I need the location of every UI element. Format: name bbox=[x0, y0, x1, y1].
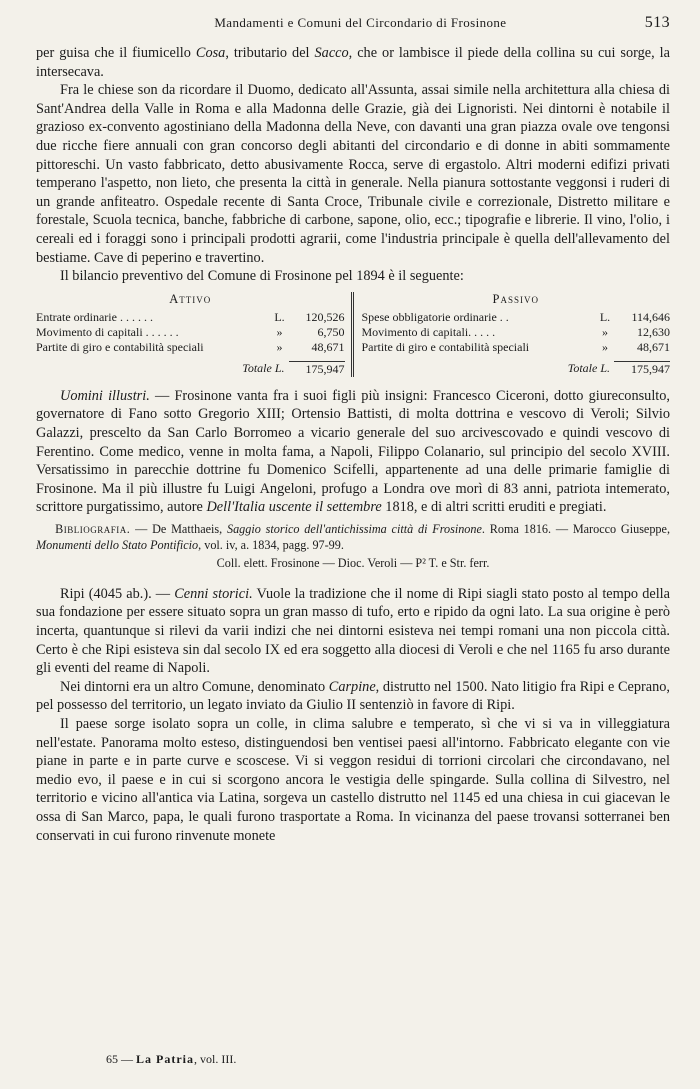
paragraph-ripi-carpine bbox=[36, 678, 670, 715]
paragraph-uomini-illustri bbox=[36, 387, 670, 517]
row-currency: » bbox=[276, 339, 283, 354]
budget-total-row bbox=[36, 361, 345, 377]
signature-number: 65 bbox=[106, 1052, 118, 1066]
ripi-text: , distrutto nel 1500. Nato litigio fra Ripi e Ceprano, pel possesso del territorio, un legato inviato da Giulio II sentenziò in favore di Ripi. bbox=[36, 678, 670, 714]
row-label: Entrate ordinarie . . . . . . bbox=[36, 309, 153, 324]
running-head bbox=[36, 14, 670, 32]
carpine-name: Carpine bbox=[328, 678, 376, 695]
running-title: Mandamenti e Comuni del Circondario di Frosinone bbox=[214, 15, 507, 30]
row-label: Movimento di capitali . . . . . . bbox=[36, 324, 179, 339]
biblio-work: Monumenti dello Stato Pontificio bbox=[36, 537, 199, 552]
ripi-lead: Ripi (4045 ab.). — bbox=[60, 585, 175, 602]
electoral-info: Coll. elett. Frosinone — Dioc. Veroli — P² T. e Str. ferr. bbox=[216, 555, 490, 570]
total-amount: 175,947 bbox=[614, 361, 670, 377]
row-currency: » bbox=[602, 324, 608, 339]
biblio-text: , vol. iv, a. 1834, pagg. 97-99. bbox=[198, 537, 344, 552]
row-amount: 48,671 bbox=[637, 339, 670, 354]
budget-attivo bbox=[36, 292, 345, 377]
total-label: Totale L. bbox=[567, 360, 610, 375]
budget-row bbox=[362, 325, 671, 340]
footer-volume: , vol. III. bbox=[194, 1052, 237, 1066]
bibliography bbox=[36, 521, 670, 553]
row-currency: L. bbox=[599, 309, 611, 324]
budget-table bbox=[36, 292, 670, 377]
paragraph-chiese: Fra le chiese son da ricordare il Duomo, dedicato all'Assunta, assai simile nella architettura alla chiesa di Sant'Andrea della Valle in Roma e alla Madonna delle Grazie, già dei Lignoristi. Nei dintorni è notabile il grazioso ex-convento agostiniano della Madonna della Neve, con davanti una gran piazza ovale ove tengonsi due ricche fiere annuali con gran concorso degli abitanti del circondario e di donne in abiti sommamente pittoreschi. Un vasto fabbricato, detto abusivamente Rocca, serve di ergastolo. Altri moderni edifizi privati temperano l'aspetto, non lieto, che presenta la città in generale. Nella pianura sottostante veggonsi i ruderi di un grande anfiteatro. Ospedale recente di Santa Croce, Tribunale civile e correzionale, Distretto militare e forestale, Scuola tecnica, banche, fabbriche di carbone, sapone, olio, ecc.; tipografie e librerie. Il vino, l'olio, i cereali ed i foraggi sono i principali prodotti agrarii, come l'industria principale è quella dell'allevamento del bestiame. Cave di peperino e travertino. bbox=[36, 82, 670, 266]
bibliography-label: Bibliografia. bbox=[55, 521, 131, 536]
uomini-tail: 1818, e di altri scritti eruditi e pregiati. bbox=[381, 499, 607, 516]
row-amount: 120,526 bbox=[305, 309, 345, 324]
ripi-text: Vuole la tradizione che il nome di Ripi siagli stato posto al tempo della sua fondazione per essere situato sopra un gran masso di tufo, erto e ripido da ogni lato. La sua origine è però incerta, quantunque si rilevi da varii indizi che nei dintorni esisteva nei tempi romani una non piccola città. Certo è che Ripi esisteva sin dal secolo IX ed era soggetto alla diocesi di Veroli e che nel 1165 fu arso durante gli eventi del reame di Napoli. bbox=[36, 585, 670, 677]
section-title-uomini: Uomini illustri. bbox=[60, 387, 150, 404]
biblio-text: . Roma 1816. — Marocco Giuseppe, bbox=[481, 521, 670, 536]
biblio-work: Saggio storico dell'antichissima città di Frosinone bbox=[226, 521, 482, 536]
budget-row bbox=[362, 340, 671, 355]
row-amount: 48,671 bbox=[311, 339, 345, 354]
paragraph-ripi-paese: Il paese sorge isolato sopra un colle, in clima salubre e temperato, sì che vi si va in villeggiatura nell'estate. Panorama molto esteso, distinguendosi ben ventisei paesi all'intorno. Fabbricato elegante con vie piane in parte e in parte curve e scoscese. Vi si veggon residui di torrioni circolari che circondavano, nel medio evo, il paese e in cui si scorgono ancora le vestigia delle spingarde. Sulla collina di Silvestro, nel territorio e vicino all'antica via Latina, sorgeva un castello distrutto nel 1145 ed una chiesa in cui giacevan le ossa di San Marco, papa, le quali furono trasportate a Roma. In vicinanza del paese trovansi sotterranei ben conservati in cui furono rinvenute monete bbox=[36, 716, 670, 844]
row-amount: 6,750 bbox=[317, 324, 345, 339]
ripi-section-title: Cenni storici. bbox=[174, 585, 253, 602]
row-currency: L. bbox=[274, 309, 285, 324]
attivo-heading: Attivo bbox=[169, 291, 212, 306]
page-number: 513 bbox=[644, 14, 670, 31]
paragraph-ripi-origins bbox=[36, 585, 670, 678]
row-label: Partite di giro e contabilità speciali bbox=[361, 339, 530, 354]
row-label: Partite di giro e contabilità speciali bbox=[36, 339, 204, 354]
row-currency: » bbox=[602, 339, 608, 354]
row-currency: » bbox=[276, 324, 283, 339]
budget-total-row bbox=[362, 361, 671, 377]
page-footer bbox=[106, 1052, 236, 1067]
work-title: Dell'Italia uscente il settembre bbox=[206, 499, 382, 516]
ripi-text: Nei dintorni era un altro Comune, denominato bbox=[60, 678, 329, 695]
budget-row bbox=[36, 310, 345, 325]
uomini-text: — Frosinone vanta fra i suoi figli più insigni: Francesco Ciceroni, dotto giureconsulto, governatore di Fano sotto Gregorio XIII; Ortensio Battisti, di molta dottrina e vescovo di Veroli; Silvio Galazzi, prescelto da San Carlo Borromeo a vicario generale del suo arcivescovado e quindi vescovo di Ferentino. Come medico, venne in molta fama, a Napoli, Filippo Colanario, sul principio del secolo XVIII. Versatissimo in parecchie dottrine fu Domenico Scifelli, appartenente ad una delle primarie famiglie di Frosinone. Ma il più illustre fu Luigi Angeloni, profugo a Londra ove morì di 83 anni, patriota intemerato, scrittore purgatissimo, autore bbox=[36, 387, 670, 516]
row-label: Spese obbligatorie ordinarie . . bbox=[361, 309, 509, 324]
footer-title: La Patria bbox=[136, 1052, 194, 1066]
total-amount: 175,947 bbox=[289, 361, 345, 377]
budget-row bbox=[36, 325, 345, 340]
row-amount: 12,630 bbox=[637, 324, 670, 339]
budget-row bbox=[36, 340, 345, 355]
passivo-heading: Passivo bbox=[492, 291, 539, 306]
row-amount: 114,646 bbox=[631, 309, 670, 324]
footer-dash: — bbox=[118, 1052, 136, 1066]
budget-passivo bbox=[351, 292, 671, 377]
paragraph-bilancio: Il bilancio preventivo del Comune di Frosinone pel 1894 è il seguente: bbox=[60, 268, 464, 285]
budget-row bbox=[362, 310, 671, 325]
paragraph-cosa: per guisa che il fiumicello Cosa, tributario del Sacco, che or lambisce il piede della collina su cui sorge, la intersecava. bbox=[36, 45, 670, 80]
biblio-text: — De Matthaeis, bbox=[130, 521, 227, 536]
row-label: Movimento di capitali. . . . . bbox=[361, 324, 496, 339]
total-label: Totale L. bbox=[242, 360, 285, 375]
